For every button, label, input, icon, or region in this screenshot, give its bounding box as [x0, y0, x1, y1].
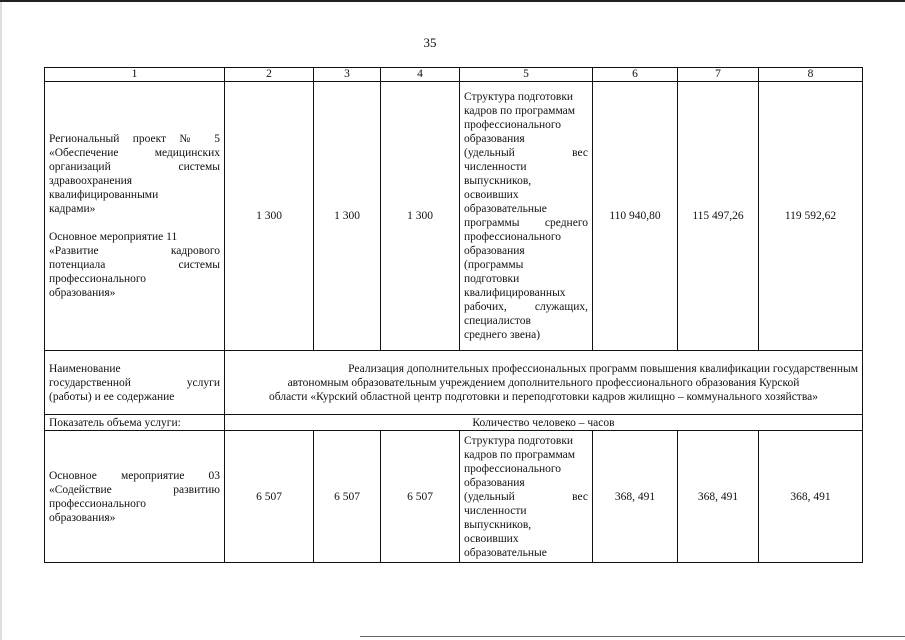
indicator-line: численности — [464, 161, 527, 173]
indicator-line: образования — [464, 133, 525, 145]
service-content-line: Реализация дополнительных профессиональных программ повышения квалификации государственным — [348, 362, 858, 375]
indicator-line: среднего звена) — [464, 329, 541, 341]
table-row — [45, 415, 863, 431]
indicator-cell — [460, 82, 593, 351]
indicator-line: Структура подготовки — [464, 434, 574, 447]
header-cell-4: 4 — [381, 68, 460, 82]
value-cell: 368, 491 — [678, 431, 759, 563]
service-label-line: Наименование — [49, 362, 121, 375]
indicator-line: кадров по программам — [464, 448, 576, 461]
indicator-line: освоивших — [464, 532, 519, 545]
service-label-line: (работы) и ее содержание — [49, 390, 175, 403]
value-cell: 1 300 — [381, 82, 460, 351]
plan-table — [44, 67, 863, 563]
service-label-line: государственной услуги — [49, 376, 220, 389]
scan-edge — [0, 0, 2, 640]
measure-cell — [45, 431, 225, 563]
measure-line: профессионального — [49, 497, 147, 510]
value-cell: 110 940,80 — [593, 82, 678, 351]
indicator-line: программы среднего — [464, 217, 588, 229]
value-cell: 119 592,62 — [759, 82, 863, 351]
indicator-line: образовательные — [464, 203, 547, 215]
indicator-line: образования — [464, 476, 525, 489]
value-cell: 6 507 — [225, 431, 314, 563]
table-row — [45, 431, 863, 563]
indicator-line: профессионального — [464, 462, 562, 475]
header-cell-1: 1 — [45, 68, 225, 82]
indicator-line: численности — [464, 504, 527, 517]
project-cell — [45, 82, 225, 351]
scan-top-border — [0, 0, 905, 2]
header-cell-7: 7 — [678, 68, 759, 82]
indicator-line: подготовки — [464, 273, 520, 285]
indicator-line: (программы — [464, 259, 524, 271]
value-cell: 6 507 — [314, 431, 381, 563]
project-line: кадрами» — [49, 203, 96, 215]
page-number: 35 — [423, 35, 437, 50]
value-cell: 1 300 — [314, 82, 381, 351]
indicator-line: (удельный вес — [464, 490, 588, 503]
indicator-line: профессионального — [464, 119, 562, 131]
indicator-line: выпускников, — [464, 175, 532, 187]
measure-line: «Развитие кадрового — [49, 245, 220, 257]
header-cell-6: 6 — [593, 68, 678, 82]
indicator-line: выпускников, — [464, 518, 532, 531]
project-line: организаций системы — [49, 161, 220, 173]
table-row — [45, 82, 863, 351]
service-content-cell — [225, 351, 863, 415]
measure-line: профессионального — [49, 273, 147, 285]
measure-line: Основное мероприятие 03 — [49, 469, 220, 482]
volume-value-cell: Количество человеко – часов — [225, 415, 863, 431]
header-row — [45, 68, 863, 82]
header-cell-2: 2 — [225, 68, 314, 82]
indicator-line: образования — [464, 245, 525, 257]
scan-bottom-line — [360, 636, 905, 637]
project-line: здравоохранения — [49, 175, 133, 187]
value-cell: 1 300 — [225, 82, 314, 351]
measure-line: образования» — [49, 287, 116, 299]
measure-line: потенциала системы — [49, 259, 220, 271]
value-cell: 368, 491 — [759, 431, 863, 563]
indicator-line: Структура подготовки — [464, 91, 574, 103]
value-cell: 368, 491 — [593, 431, 678, 563]
header-cell-5: 5 — [460, 68, 593, 82]
indicator-line: кадров по программам — [464, 105, 576, 117]
indicator-line: специалистов — [464, 315, 531, 327]
value-cell: 115 497,26 — [678, 82, 759, 351]
project-line: Региональный проект № 5 — [49, 133, 220, 145]
volume-label-cell: Показатель объема услуги: — [45, 415, 225, 431]
table-row — [45, 351, 863, 415]
service-name-label-cell — [45, 351, 225, 415]
indicator-line: образовательные — [464, 546, 547, 559]
service-content-line: области «Курский областной центр подготовки и переподготовки кадров жилищно – коммунального хозяйства» — [269, 390, 818, 403]
header-cell-8: 8 — [759, 68, 863, 82]
indicator-line: рабочих, служащих, — [464, 301, 588, 313]
project-line: квалифицированными — [49, 189, 159, 201]
value-cell: 6 507 — [381, 431, 460, 563]
indicator-line: (удельный вес — [464, 147, 588, 159]
indicator-line: профессионального — [464, 231, 562, 243]
indicator-line: освоивших — [464, 189, 519, 201]
project-line: «Обеспечение медицинских — [49, 147, 220, 159]
indicator-line: квалифицированных — [464, 287, 566, 299]
header-cell-3: 3 — [314, 68, 381, 82]
indicator-cell — [460, 431, 593, 563]
measure-line: Основное мероприятие 11 — [49, 231, 178, 243]
service-content-line: автономным образовательным учреждением дополнительного профессионального образования Курской — [287, 376, 800, 389]
measure-line: «Содействие развитию — [49, 483, 220, 496]
measure-line: образования» — [49, 511, 116, 524]
